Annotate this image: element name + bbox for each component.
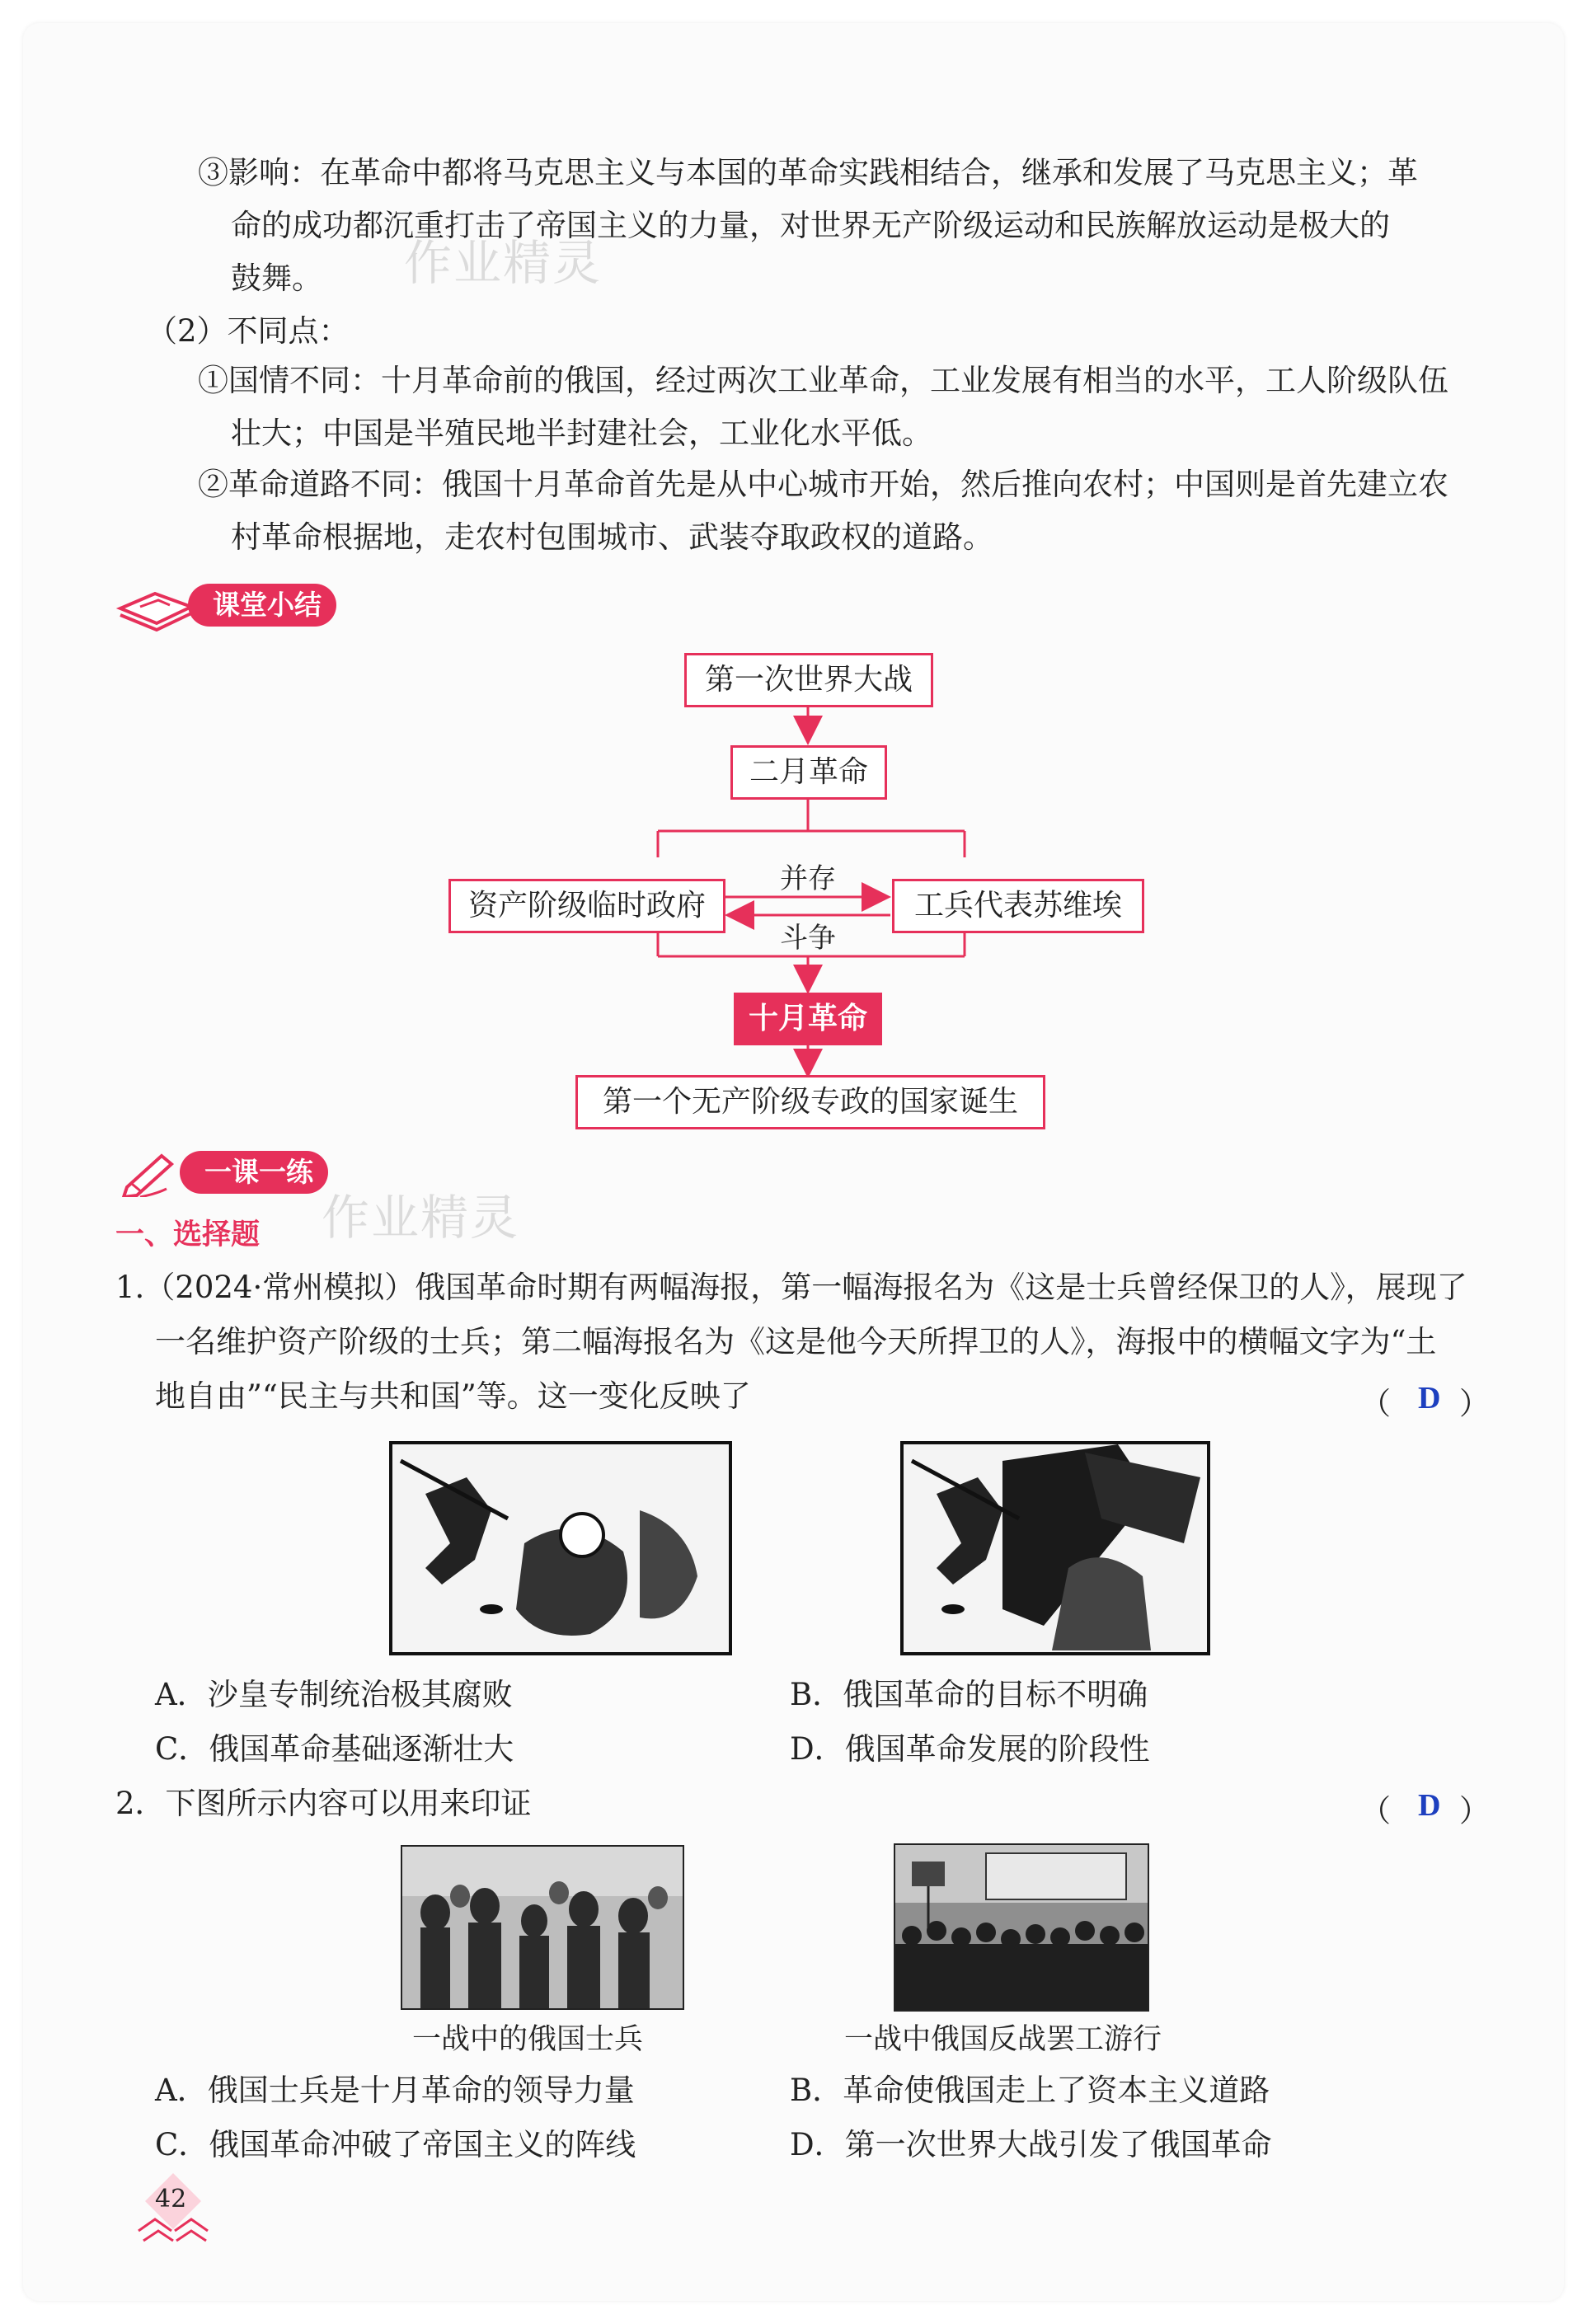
- flow-node-proletarian-state: 第一个无产阶级专政的国家诞生: [575, 1075, 1045, 1129]
- flow-node-october: 十月革命: [734, 993, 882, 1045]
- relation-coexist: 并存: [780, 862, 836, 895]
- text-line: 村革命根据地，走农村包围城市、武装夺取政权的道路。: [231, 519, 993, 555]
- question-1-line: 1.（2024·常州模拟）俄国革命时期有两幅海报，第一幅海报名为《这是士兵曾经保卫的人》，展现了: [115, 1270, 1467, 1305]
- question-2-line: 2．下图所示内容可以用来印证: [115, 1786, 532, 1821]
- answer-paren-close: ）: [1459, 1386, 1490, 1421]
- text-line: （2）不同点：: [147, 313, 350, 349]
- caption-protest: 一战中俄国反战罢工游行: [844, 2023, 1162, 2056]
- option-c: C．俄国革命基础逐渐壮大: [155, 1731, 514, 1767]
- caption-soldiers: 一战中的俄国士兵: [412, 2023, 644, 2056]
- pencil-icon: [115, 1151, 181, 1197]
- page-number: 42: [155, 2185, 187, 2214]
- watermark: 作业精灵: [404, 235, 603, 291]
- flow-node-provisional-gov: 资产阶级临时政府: [448, 879, 725, 933]
- answer-paren-open: （: [1360, 1386, 1391, 1421]
- option-a: A．沙皇专制统治极其腐败: [155, 1677, 513, 1712]
- flow-node-february: 二月革命: [730, 745, 887, 800]
- option-b: B．俄国革命的目标不明确: [790, 1677, 1148, 1712]
- practice-banner: 一课一练: [180, 1151, 328, 1194]
- text-line: ①国情不同：十月革命前的俄国，经过两次工业革命，工业发展有相当的水平，工人阶级队伍: [198, 363, 1448, 398]
- protest-photo: [894, 1843, 1149, 2012]
- text-line: 鼓舞。: [231, 261, 322, 296]
- soldiers-photo: [401, 1845, 684, 2010]
- section-heading: 一、选择题: [115, 1218, 261, 1251]
- question-1-line: 地自由”“民主与共和国”等。这一变化反映了: [155, 1378, 751, 1414]
- option-c: C．俄国革命冲破了帝国主义的阵线: [155, 2127, 636, 2162]
- answer-paren-open: （: [1360, 1793, 1391, 1829]
- option-d: D．第一次世界大战引发了俄国革命: [790, 2127, 1272, 2162]
- question-1-line: 一名维护资产阶级的士兵；第二幅海报名为《这是他今天所捍卫的人》，海报中的横幅文字为“土: [155, 1324, 1437, 1359]
- flow-node-ww1: 第一次世界大战: [684, 653, 933, 707]
- summary-banner: 课堂小结: [188, 584, 336, 627]
- text-line: ③影响：在革命中都将马克思主义与本国的革命实践相结合，继承和发展了马克思主义；革: [198, 155, 1418, 190]
- option-a: A．俄国士兵是十月革命的领导力量: [155, 2073, 635, 2108]
- text-line: 命的成功都沉重打击了帝国主义的力量，对世界无产阶级运动和民族解放运动是极大的: [231, 208, 1390, 243]
- option-d: D．俄国革命发展的阶段性: [790, 1731, 1150, 1767]
- text-line: 壮大；中国是半殖民地半封建社会，工业化水平低。: [231, 416, 932, 451]
- option-b: B．革命使俄国走上了资本主义道路: [790, 2073, 1270, 2108]
- question-1-answer: D: [1418, 1381, 1441, 1416]
- flow-node-soviet: 工兵代表苏维埃: [892, 879, 1144, 933]
- answer-paren-close: ）: [1459, 1793, 1490, 1829]
- poster-image-1: [389, 1441, 732, 1655]
- relation-struggle: 斗争: [780, 922, 836, 955]
- watermark: 作业精灵: [322, 1190, 520, 1246]
- poster-image-2: [900, 1441, 1210, 1655]
- question-2-answer: D: [1418, 1788, 1441, 1823]
- text-line: ②革命道路不同：俄国十月革命首先是从中心城市开始，然后推向农村；中国则是首先建立农: [198, 467, 1448, 502]
